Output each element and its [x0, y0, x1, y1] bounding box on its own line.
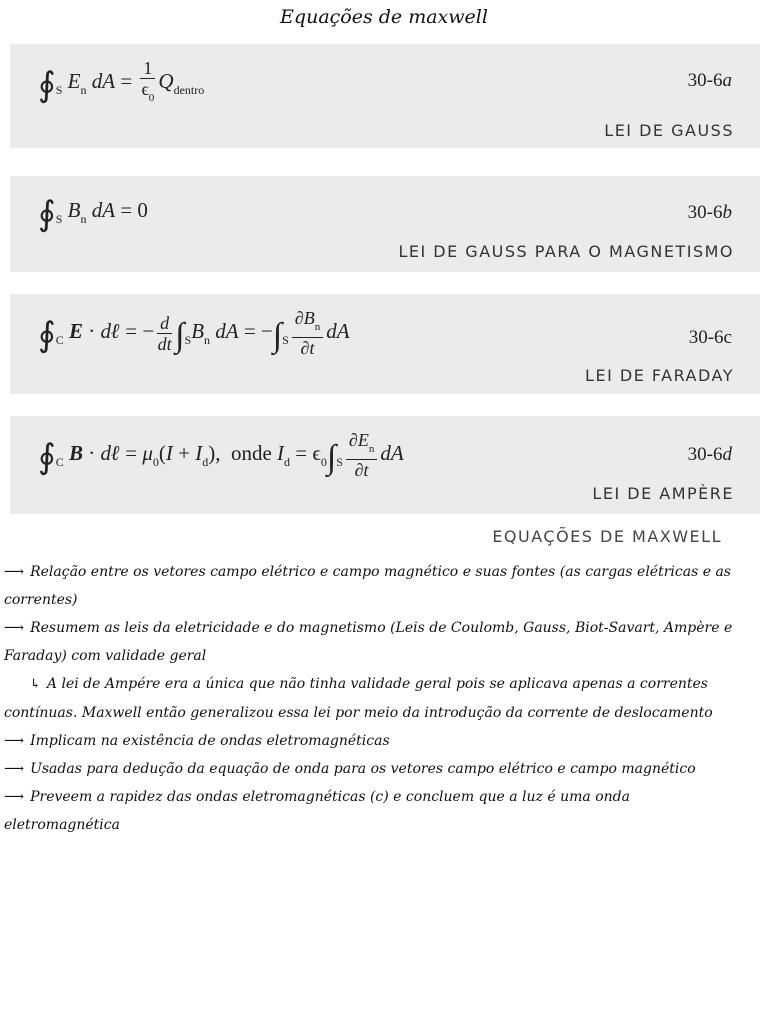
- law-name: LEI DE AMPÈRE: [592, 484, 734, 503]
- equation-ampere: [10, 416, 760, 514]
- note-item: ⟶ Preveem a rapidez das ondas eletromagnéticas (c) e concluem que a luz é uma onda eletromagnética: [4, 789, 630, 833]
- page-title: Equações de maxwell: [280, 6, 488, 28]
- equation-faraday: [10, 294, 760, 394]
- law-name: LEI DE FARADAY: [585, 366, 734, 385]
- faraday-formula: $∮_C$ E · dℓ = − $\frac{d}{dt}$ $\int_SB_n$ dA = $-\int_S$ $\frac{\partial B_n}{\partial t}$ dA: [38, 308, 350, 358]
- section-label: EQUAÇÕES DE MAXWELL: [492, 527, 722, 546]
- dentro-subscript: dentro: [173, 82, 205, 97]
- gauss-formula: $∮_S$ $E_n$ dA = $\frac{1}{\epsilon_0}$ $Q_{dentro}$: [38, 58, 205, 104]
- law-name: LEI DE GAUSS PARA O MAGNETISMO: [398, 242, 734, 261]
- equation-number: 30-6b: [687, 202, 732, 223]
- note-item: ⟶ Relação entre os vetores campo elétrico e campo magnético e suas fontes (as cargas elétricas e as correntes): [4, 564, 731, 608]
- equation-gauss: [10, 44, 760, 148]
- equation-number: 30-6c: [688, 327, 732, 348]
- note-item: ⟶ Implicam na existência de ondas eletromagnéticas: [4, 733, 390, 749]
- note-item: ⟶ Usadas para dedução da equação de onda para os vetores campo elétrico e campo magnético: [4, 761, 696, 777]
- notes: [4, 558, 744, 839]
- onde-word: onde: [230, 440, 272, 465]
- equation-number: 30-6d: [687, 444, 732, 465]
- note-item: ⟶ Resumem as leis da eletricidade e do magnetismo (Leis de Coulomb, Gauss, Biot-Savart, Ampère e Faraday) com validade geral: [4, 620, 733, 664]
- law-name: LEI DE GAUSS: [604, 121, 734, 140]
- gauss-magnetism-formula: $∮_S$ $B_n$ dA = 0: [38, 196, 148, 233]
- note-subitem: ↳ A lei de Ampére era a única que não tinha validade geral pois se aplicava apenas a correntes contínuas. Maxwell então generalizou essa lei por meio da introdução da corrente de deslocamento: [4, 676, 713, 721]
- equation-number: 30-6a: [687, 70, 732, 91]
- equation-gauss-magnetism: [10, 176, 760, 272]
- ampere-formula: $∮_C$ B · dℓ = $\mu_0(I + I_d)$, onde $I_d = \epsilon_0\int_S$ $\frac{\partial E_n}{\partial t}$ dA: [38, 430, 404, 480]
